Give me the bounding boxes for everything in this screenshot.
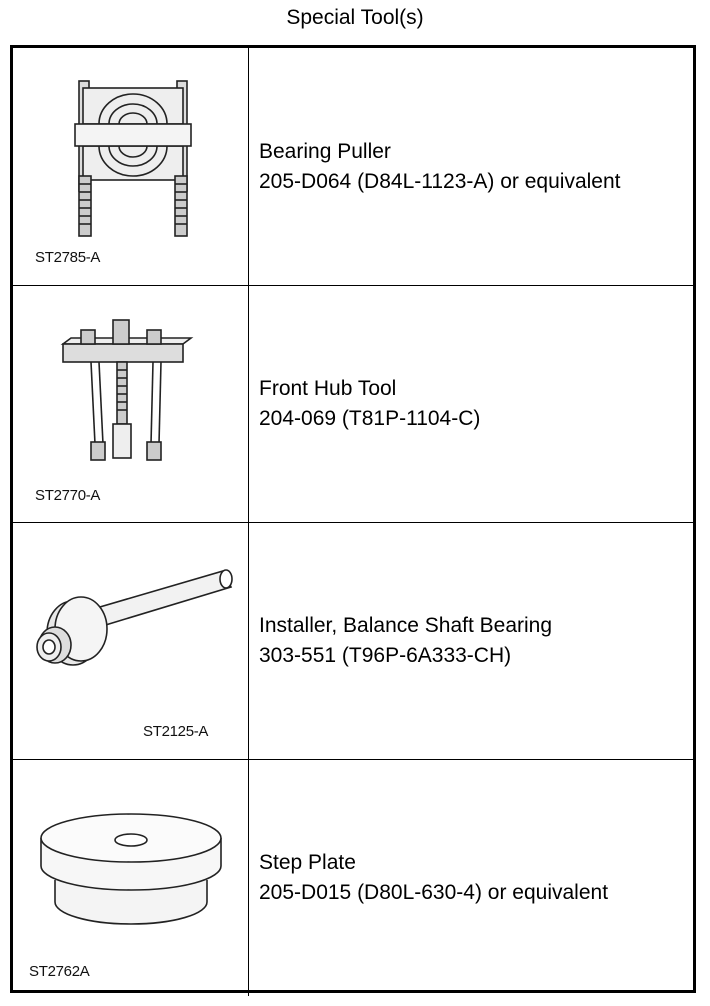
tool-image-code: ST2785-A: [35, 249, 101, 266]
tool-description-cell: [250, 760, 693, 996]
tool-image-cell: [13, 523, 249, 759]
tool-name: Bearing Puller: [259, 139, 391, 163]
tool-name: Installer, Balance Shaft Bearing: [259, 614, 553, 637]
tool-number: 205-D064 (D84L-1123-A) or equivalent: [259, 169, 621, 193]
tool-number: 205-D015 (D80L-630-4) or equivalent: [259, 881, 609, 904]
installer-icon: [13, 523, 249, 760]
tool-description-cell: [250, 523, 693, 759]
tool-name: Front Hub Tool: [259, 377, 397, 400]
tool-image-code: ST2125-A: [143, 723, 209, 740]
tool-image-code: ST2770-A: [35, 487, 101, 504]
tool-image-cell: [13, 48, 249, 285]
tool-description-cell: [250, 48, 693, 285]
table-row: [13, 285, 693, 522]
tool-image-cell: [13, 760, 249, 996]
table-row: [13, 759, 693, 996]
tool-number: 204-069 (T81P-1104-C): [259, 407, 481, 430]
step-plate-icon: [13, 760, 249, 997]
tool-image-cell: [13, 286, 249, 522]
tool-description-cell: [250, 286, 693, 522]
table-row: [13, 522, 693, 759]
page-title: Special Tool(s): [286, 6, 424, 29]
tool-name: Step Plate: [259, 851, 356, 874]
tool-image-code: ST2762A: [29, 963, 90, 980]
special-tools-table: [10, 45, 696, 993]
table-row: [13, 48, 693, 285]
tool-number: 303-551 (T96P-6A333-CH): [259, 644, 512, 667]
